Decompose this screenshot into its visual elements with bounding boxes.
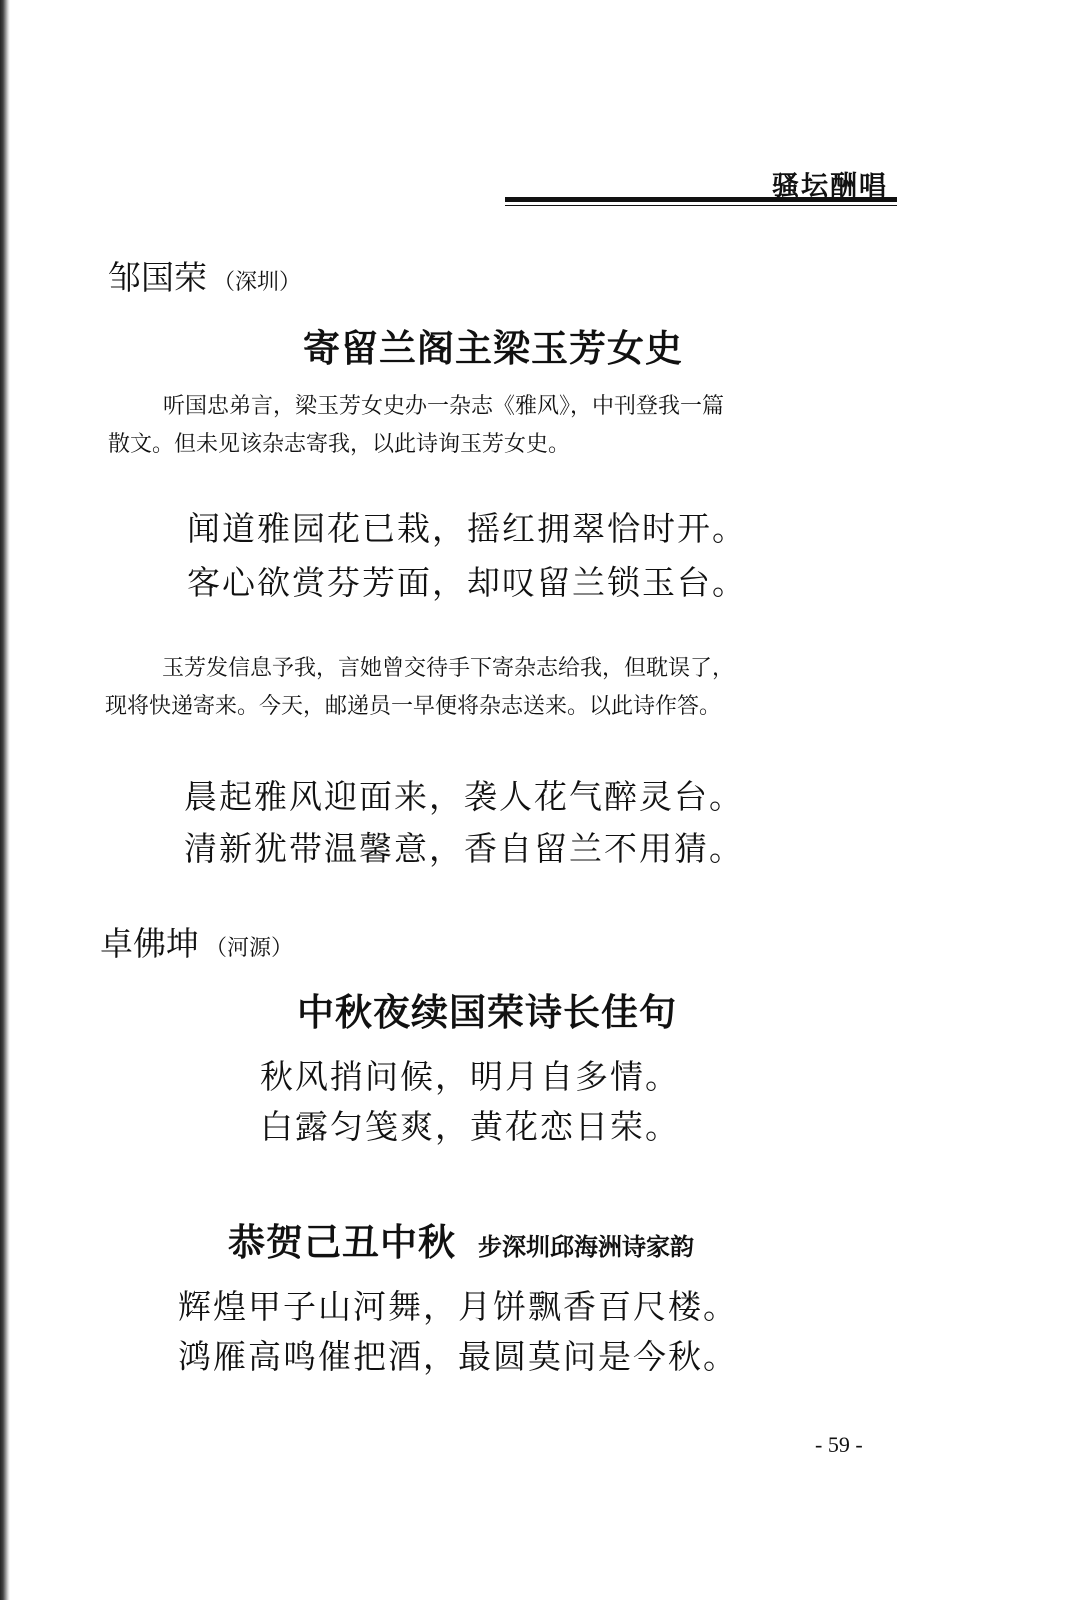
- scan-edge: [0, 0, 10, 1600]
- author-name-text: 邹国荣: [108, 258, 207, 297]
- author-name: [100, 918, 293, 965]
- author-name: [108, 252, 301, 299]
- preface-line: 现将快递寄来。今天，邮递员一早便将杂志送来。以此诗作答。: [105, 694, 722, 719]
- author-place: （深圳）: [213, 270, 302, 295]
- poem-title: 寄留兰阁主梁玉芳女史: [303, 326, 683, 370]
- preface-line: 散文。但未见该杂志寄我，以此诗询玉芳女史。: [108, 432, 571, 457]
- author-name-text: 卓佛坤: [100, 924, 199, 963]
- verse-line: 白露匀笺爽，黄花恋日荣。: [260, 1107, 680, 1146]
- poem-title-text: 恭贺己丑中秋: [228, 1220, 456, 1264]
- verse-line: 闻道雅园花已栽，摇红拥翠恰时开。: [187, 509, 747, 548]
- author-place: （河源）: [205, 936, 294, 961]
- header-rule-thick: [505, 197, 897, 202]
- verse-line: 客心欲赏芬芳面，却叹留兰锁玉台。: [187, 563, 747, 602]
- verse-line: 鸿雁高鸣催把酒，最圆莫问是今秋。: [178, 1337, 738, 1376]
- preface-line: 听国忠弟言，梁玉芳女史办一杂志《雅风》，中刊登我一篇: [163, 394, 725, 419]
- preface-line: 玉芳发信息予我，言她曾交待手下寄杂志给我，但耽误了，: [162, 656, 735, 681]
- poem-title: [228, 1212, 694, 1266]
- verse-line: 辉煌甲子山河舞，月饼飘香百尺楼。: [178, 1287, 738, 1326]
- verse-line: 晨起雅风迎面来，袭人花气醉灵台。: [184, 777, 744, 816]
- poem-subtitle: 步深圳邱海洲诗家韵: [478, 1232, 694, 1261]
- section-header-title: 骚坛酬唱: [772, 171, 888, 202]
- verse-line: 秋风捎问候，明月自多情。: [260, 1057, 680, 1096]
- poem-title: 中秋夜续国荣诗长佳句: [297, 990, 677, 1034]
- verse-line: 清新犹带温馨意，香自留兰不用猜。: [184, 829, 744, 868]
- header-rule-thin: [505, 205, 897, 206]
- page-number: - 59 -: [815, 1432, 863, 1457]
